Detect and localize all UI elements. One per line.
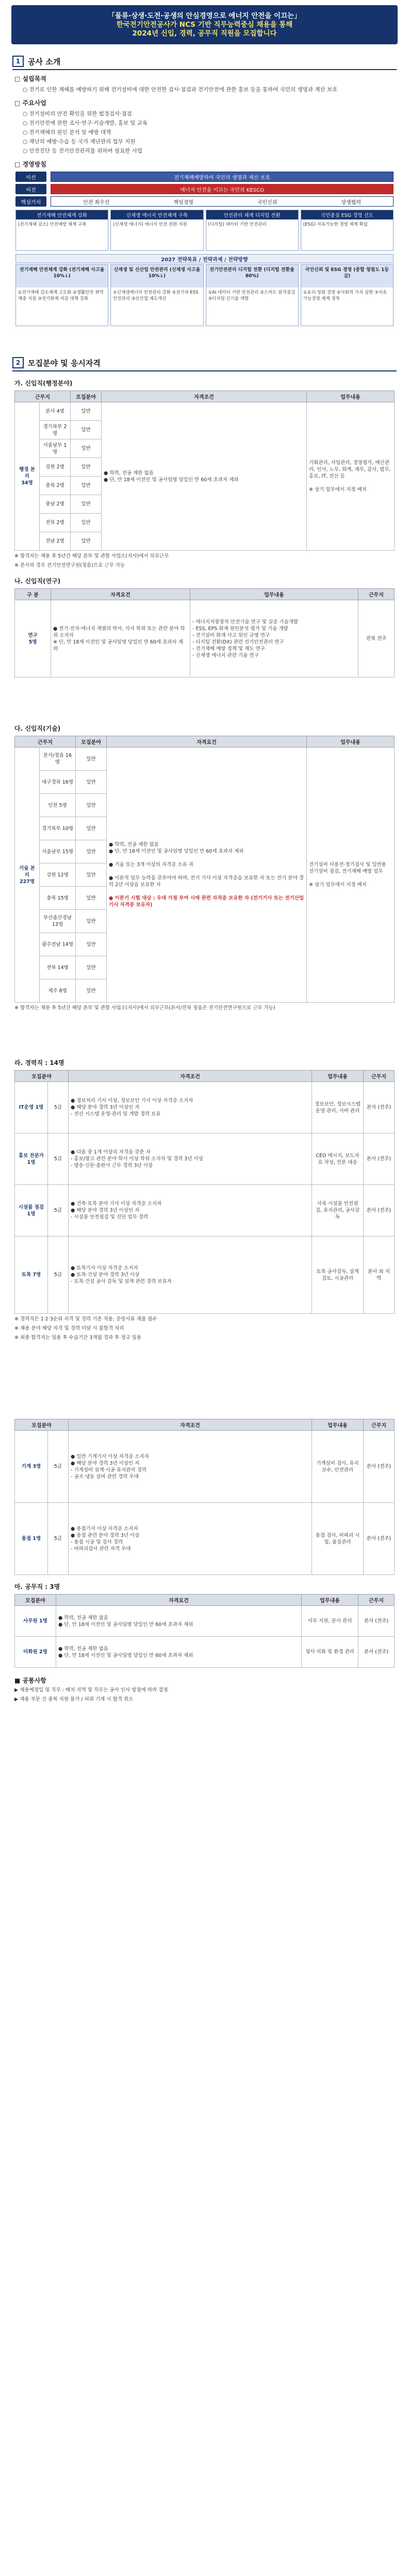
grade-cell: 5급	[48, 1185, 69, 1236]
location-cell: 충남 2명	[40, 495, 71, 514]
qualification-cell: ● 용접기사 이상 자격증 소지자 ● 용접 관련 분야 경력 3년 이상 - 용접 시공 및 검사 경력 - 비파괴검사 관련 자격 우대	[69, 1503, 312, 1575]
duty-cell: 청사 미화 및 환경 관리	[302, 1637, 358, 1668]
strategy-card	[206, 264, 299, 326]
col-header: 업무내용	[302, 1595, 358, 1606]
field-cell: 홍보 전문가 1명	[15, 1133, 48, 1185]
mission-text: 전기재해예방하여 국민의 생명과 재산 보호	[51, 172, 394, 182]
banner-line-2: 한국전기안전공사가 NCS 기반 직무능력중심 채용을 통해	[116, 20, 293, 29]
goal-title: 신재생 에너지 안전체계 구축	[111, 210, 203, 219]
goal-card	[110, 210, 203, 251]
qualification-cell: ● 학력, 전공 제한 없음 ● 단, 만 18세 이전인 및 공사임명 당일인 만 60세 초과자 제외	[56, 1637, 302, 1668]
field-cell: 토목 7명	[15, 1236, 48, 1314]
goal-card	[206, 210, 299, 251]
location-cell: 충북 15명	[40, 887, 76, 910]
qualification-cell: ● 다음 중 1개 이상의 자격을 갖춘 자 - 홍보/광고 관련 분야 학사 이상 학위 소지자 및 경력 3년 이상 - 방송·신문·출판사 근무 경력 3년 이상	[69, 1133, 312, 1185]
goal-body: (전기재해 감소) 안전예방 체계 구축	[18, 222, 87, 227]
col-header: 업무내용	[307, 391, 395, 402]
strategy-grid	[15, 264, 394, 326]
main-business-head: □ 주요사업	[14, 99, 46, 107]
goal-title: 국민중심 ESG 경영 선도	[301, 210, 393, 219]
strategy-title: 신재생 및 신산업 안전관리 (신재생 사고율 10%↓)	[111, 265, 203, 287]
strategy-title: 국민신뢰 및 ESG 경영 (종합 청렴도 1등급)	[301, 265, 393, 287]
group-name: 행정 본리	[19, 467, 35, 479]
common-item: ▶ 채용예정일 및 직무 : 배치 지역 및 직무는 공사 인사 방침에 따라 결정	[14, 1687, 168, 1693]
duty-cell: 용접 검사, 비파괴 시험, 품질관리	[312, 1503, 364, 1575]
col-header: 구 분	[15, 589, 51, 600]
goal-title: 안전관리 체계 디지털 전환	[206, 210, 298, 219]
section-number: 1	[12, 56, 24, 67]
strategy-body: ①신재생에너지 안전관리 강화 ②전기차·ESS 안전관리 ③신산업 제도개선	[113, 290, 199, 301]
col-header: 모집분야	[71, 391, 102, 402]
col-header: 업무내용	[307, 736, 395, 748]
field-cell: 용접 1명	[15, 1503, 48, 1575]
col-header: 모집분야	[15, 1071, 69, 1082]
duty-cell: 토목 공사감독, 설계 검토, 시공관리	[312, 1236, 364, 1314]
field-cell: 일반	[76, 910, 107, 933]
note: ※ 합격자는 채용 후 5년간 해당 본부 및 관할 사업소(지사)에서 의무근무	[14, 553, 169, 559]
strategy-card	[301, 264, 394, 326]
goal-card	[301, 210, 394, 251]
vision-diagram	[15, 172, 394, 326]
field-cell: 일반	[71, 495, 102, 514]
location-cell: 본사 (전주)	[364, 1431, 395, 1503]
business-item: ○ 안전진단 등 전기안전관리를 위하여 필요한 사업	[23, 146, 388, 156]
core-value: 상생협력	[341, 199, 362, 206]
common-item: ▶ 채용 부문 간 중복 지원 불가 / 허위 기재 시 합격 취소	[14, 1697, 134, 1702]
field-cell: 일반	[76, 794, 107, 817]
col-header: 업무내용	[312, 1419, 364, 1431]
field-cell: 일반	[71, 421, 102, 439]
grade-cell: 5급	[48, 1503, 69, 1575]
banner-line-1: 「물류·상생·도전·공생의 안심경영으로 에너지 안전을 이끄는」	[108, 11, 301, 20]
new-research-title: 나. 신입직(연구)	[14, 578, 61, 585]
core-value: 국민신뢰	[257, 199, 277, 206]
location-cell: 서울남부 15명	[40, 840, 76, 863]
field-cell: 일반	[76, 979, 107, 1003]
section-number: 2	[12, 357, 24, 368]
vision-head: □ 경영방침	[14, 161, 46, 168]
location-cell: 본사 (전주)	[358, 1606, 395, 1637]
core-row	[15, 196, 394, 207]
location-cell: 부산울산경남 13명	[40, 910, 76, 933]
career-table	[14, 1070, 395, 1314]
field-cell: 일반	[71, 514, 102, 532]
col-header: 자격조건	[102, 391, 307, 402]
mission-label: 미션	[15, 172, 46, 182]
qual-line: ● 학력, 전공 제한 없음 ● 단, 만 18세 이전인 및 공사임명 당일인 만 60세 초과자 제외	[109, 842, 244, 854]
business-item: ○ 재난의 예방·수습 등 국가 재난관리 업무 지원	[23, 137, 388, 146]
field-cell: 기계 3명	[15, 1431, 48, 1503]
location-cell: 서울남부 1명	[40, 439, 71, 458]
qualification-cell: ● 학력, 전공 제한 없음 ● 단, 만 18세 이전인 및 공사임명 당일인 만 60세 초과자 제외	[102, 402, 307, 551]
field-cell: 일반	[76, 817, 107, 840]
new-admin-table	[14, 391, 395, 551]
section-1-title	[12, 56, 397, 70]
note: ※ 경력직은 1·2·3순위 자격 및 경력 기준 적용, 증빙서류 제출 필수	[14, 1316, 157, 1322]
grade-cell: 5급	[48, 1236, 69, 1314]
business-item: ○ 전기설비의 안전 확인을 위한 법정검사·점검	[23, 109, 388, 118]
col-header: 자격조건	[69, 1071, 312, 1082]
main-business-list	[23, 109, 388, 156]
field-cell: 일반	[76, 840, 107, 863]
field-cell: 일반	[76, 748, 107, 771]
field-cell: 일반	[76, 887, 107, 910]
field-cell: 일반	[71, 402, 102, 421]
col-header: 근무지	[364, 1071, 395, 1082]
note: ※ 최종 합격자는 임용 후 수습기간 3개월 경과 후 정규 임용	[14, 1335, 142, 1341]
business-item: ○ 전기재해의 원인 분석 및 예방 대책	[23, 128, 388, 137]
col-header: 자격조건	[69, 1419, 312, 1431]
section-2-title	[12, 357, 397, 371]
location-cell: 인천 5명	[40, 794, 76, 817]
note: ※ 합격자는 채용 후 5년간 해당 본부 및 관할 사업소(지사)에서 의무근무(본사/전북 정읍은 전기안전연구원으로 근무 가능)	[14, 1005, 275, 1011]
col-header: 업무내용	[312, 1071, 364, 1082]
type-name: 연구	[28, 632, 38, 638]
contract-title: 마. 공무직 : 3명	[14, 1583, 60, 1590]
strategy-card	[110, 264, 203, 326]
duty-cell: 사무 지원, 문서 관리	[302, 1606, 358, 1637]
strategy-title: 전기재해 안전체계 강화 (전기재해 사고율 10%↓)	[16, 265, 108, 287]
col-header: 근무지	[15, 391, 71, 402]
qualification-cell: ● 학력, 전공 제한 없음 ● 단, 만 18세 이전인 및 공사임명 당일인 만 60세 초과자 제외	[56, 1606, 302, 1637]
duty-cell: 기계설비 검사, 유지보수, 안전관리	[312, 1431, 364, 1503]
location-cell: 경기북부 10명	[40, 817, 76, 840]
core-values	[51, 196, 394, 207]
common-head: ■ 공통사항	[14, 1677, 46, 1684]
career-table-continued	[14, 1419, 395, 1575]
group-name: 기술 본리	[19, 865, 35, 878]
field-cell: 일반	[76, 933, 107, 956]
note: ※ 채용 분야 해당 자격 및 경력 미달 시 불합격 처리	[14, 1326, 124, 1331]
new-tech-title: 다. 신입직(기술)	[14, 725, 61, 732]
goal-body: (ESG) 지속가능한 경영 체계 확립	[303, 222, 368, 227]
location-cell: 광주전남 14명	[40, 933, 76, 956]
note: ※ 본사의 경우 전기안전연구원(정읍)으로 근무 가능	[14, 563, 125, 568]
qualification-cell	[107, 748, 307, 1003]
goal-body: (디지털) 데이터 기반 안전관리	[208, 222, 267, 227]
vision-row	[15, 184, 394, 194]
col-header: 모집분야	[15, 1595, 56, 1606]
field-cell: 일반	[76, 771, 107, 794]
field-cell: 일반	[71, 439, 102, 458]
core-label: 핵심가치	[15, 196, 46, 207]
duty-cell: CEO 메시지, 보도자료 작성, 언론 대응	[312, 1133, 364, 1185]
location-cell: 강원 2명	[40, 458, 71, 477]
col-header: 자격요건	[107, 736, 307, 748]
location-cell: 제주 8명	[40, 979, 76, 1003]
location-cell: 전북 14명	[40, 956, 76, 979]
new-research-table	[14, 588, 395, 677]
location-cell: 본사 (전주)	[364, 1185, 395, 1236]
col-header: 자격요건	[51, 589, 190, 600]
col-header: 모집분야	[76, 736, 107, 748]
founding-item: ○ 전기로 인한 재해를 예방하기 위해 전기설비에 대한 안전한 검사·점검과 전기안전에 관한 홍보 등을 통하여 국민의 생명과 재산 보호	[23, 85, 388, 94]
contract-table	[14, 1594, 395, 1668]
mission-row	[15, 172, 394, 182]
field-cell: IT운영 1명	[15, 1082, 48, 1133]
grade-cell: 5급	[48, 1431, 69, 1503]
col-header: 업무내용	[190, 589, 358, 600]
header-banner	[11, 5, 398, 44]
strategy-head: 2027 전략목표 / 전략과제 / 전략방향	[15, 254, 394, 263]
goal-title: 전기재해 안전체계 강화	[16, 210, 108, 219]
duty-cell: 정보보안, 정보시스템 운영·관리, 서버 관리	[312, 1082, 364, 1133]
field-cell: 일반	[71, 458, 102, 477]
location-cell: 경기북부 2명	[40, 421, 71, 439]
new-admin-title: 가. 신입직(행정분야)	[14, 380, 73, 387]
field-cell: 미화원 2명	[15, 1637, 56, 1668]
strategy-title: 전기안전관리 디지털 전환 (디지털 전환율 80%)	[206, 265, 298, 287]
section-title-text: 공사 소개	[28, 57, 61, 66]
core-value: 책임경영	[173, 199, 193, 206]
goal-body: (신재생 에너지) 에너지 안전 전환 지원	[113, 222, 187, 227]
col-header: 근무지	[358, 589, 395, 600]
duty-cell: 사옥 시설물 안전점검, 유지관리, 공사감독	[312, 1185, 364, 1236]
qual-line: ● 기술 또는 3개 이상의 자격증 소유 자	[109, 862, 193, 868]
core-value: 안전 최우선	[83, 199, 110, 206]
col-header: 자격요건	[56, 1595, 302, 1606]
location-cell: 본사 (전주)	[364, 1503, 395, 1575]
field-cell: 일반	[76, 956, 107, 979]
strategy-body: ①전기재해 감소체계 고도화 ②생활안전 취약계층 지원 ③전기화재 저감 대책 강화	[18, 290, 104, 301]
new-tech-table	[14, 736, 395, 1003]
type-cell	[15, 600, 51, 677]
col-header: 근무지	[364, 1419, 395, 1431]
qualification-cell: ● 전기·전자·에너지 계열의 박사, 석사 학위 또는 관련 분야 학위 소지자 ※ 단, 만 18세 이전인 및 공사임명 당일인 만 60세 초과자 제외	[51, 600, 190, 677]
location-cell: 전남 2명	[40, 532, 71, 551]
grade-cell: 5급	[48, 1133, 69, 1185]
group-total: 227명	[19, 878, 35, 885]
strategy-card	[15, 264, 108, 326]
type-count: 5명	[28, 639, 37, 645]
strategy-body: ①AI 데이터 기반 안전관리 ②스마트 원격점검 ③디지털 신기술 개발	[208, 290, 295, 301]
goal-grid	[15, 210, 394, 251]
location-cell: 전북 2명	[40, 514, 71, 532]
location-cell: 대구경북 16명	[40, 771, 76, 794]
section-title-text: 모집분야 및 응시자격	[28, 358, 101, 368]
qualification-cell: ● 정보처리 기사 이상, 정보보안 기사 이상 자격증 소지자 ● 해당 분야 경력 3년 이상인 자 - 전산 시스템 운영·관리 및 개발 경력 보유	[69, 1082, 312, 1133]
location-cell: 본사 (전주)	[364, 1133, 395, 1185]
location-cell: 본사/정읍 16명	[40, 748, 76, 771]
location-cell: 전북 전주	[358, 600, 395, 677]
field-cell: 시설물 점검 1명	[15, 1185, 48, 1236]
location-cell: 본사 4명	[40, 402, 71, 421]
vision-label: 비전	[15, 184, 46, 194]
strategy-body: ①윤리·청렴 경영 ②사회적 가치 실현 ③지속가능경영 체계 정착	[303, 290, 387, 301]
location-cell: 본사 외 지역	[364, 1236, 395, 1314]
location-cell: 본사 (전주)	[364, 1082, 395, 1133]
qual-line: ● 이론기 시험 대상 : 우대 가점 부여 시에 관련 자격증 보유한 자 (전기기사 또는 전기산업기사 자격증 보유자)	[109, 895, 304, 908]
field-cell: 일반	[76, 863, 107, 887]
duty-cell: 전기설비 사용전·정기검사 및 일반용 전기설비 점검, 전기재해 예방 업무 ※ 상기 업무에서 지정 배치	[307, 748, 395, 1003]
career-title: 라. 경력직 : 14명	[14, 1059, 64, 1066]
business-item: ○ 전기안전에 관한 조사·연구·기술개발, 홍보 및 교육	[23, 118, 388, 128]
location-cell: 강원 12명	[40, 863, 76, 887]
duty-cell: - 에너지저장장치 안전기술 연구 및 실증 기술개발 - ESS, EPS 화재 원인분석 평가 및 기술 개발 - 전기설비 화재 사고 원인 규명 연구 - 디지털 전환(DX) 관련 전기안전관리 연구 - 전기재해 예방 정책 및 제도 연구 - 신재생 에너지 관련 기술 연구	[190, 600, 358, 677]
qualification-cell: ● 건축·토목 분야 기사 이상 자격증 소지자 ● 해당 분야 경력 3년 이상인 자 - 시설물 안전점검 및 진단 업무 경력	[69, 1185, 312, 1236]
field-cell: 사무원 1명	[15, 1606, 56, 1637]
location-cell: 본사 (전주)	[358, 1637, 395, 1668]
col-header: 근무지	[358, 1595, 395, 1606]
field-cell: 일반	[71, 477, 102, 495]
founding-head: □ 설립목적	[14, 75, 46, 82]
col-header: 근무지	[15, 736, 76, 748]
duty-cell: 기획관리, 사업관리, 경영평가, 예산관리, 인사, 노무, 회계, 재무, 감사, 법무, 홍보, IT, 전산 등 ※ 상기 업무에서 지정 배치	[307, 402, 395, 551]
qualification-cell: ● 토목기사 이상 자격증 소지자 ● 토목·건설 분야 경력 3년 이상 - 토목·건설 공사 감독 및 설계 관련 경력 보유자	[69, 1236, 312, 1314]
location-cell: 충북 2명	[40, 477, 71, 495]
field-cell: 일반	[71, 532, 102, 551]
qual-line: ● 이론적 업무 능력을 갖추어야 하며, 전기 기사 이상 자격증을 보유한 자 또는 전기 분야 경력 2년 이상을 보유한 자	[109, 875, 304, 888]
qualification-cell: ● 일반 기계기사 이상 자격증 소지자 ● 해당 분야 경력 3년 이상인 자 - 기계설비 설계·시공·유지관리 경력 - 공조·냉동 설비 관련 경력 우대	[69, 1431, 312, 1503]
grade-cell: 5급	[48, 1082, 69, 1133]
group-cell	[15, 402, 40, 551]
vision-text: 에너지 안전을 이끄는 국민의 KESCO	[51, 184, 394, 194]
col-header: 모집분야	[15, 1419, 69, 1431]
banner-line-3: 2024년 신입, 경력, 공무직 직원을 모집합니다	[132, 29, 277, 38]
group-cell	[15, 748, 40, 1003]
group-total: 34명	[21, 480, 33, 486]
goal-card	[15, 210, 108, 251]
founding-list	[23, 85, 388, 94]
